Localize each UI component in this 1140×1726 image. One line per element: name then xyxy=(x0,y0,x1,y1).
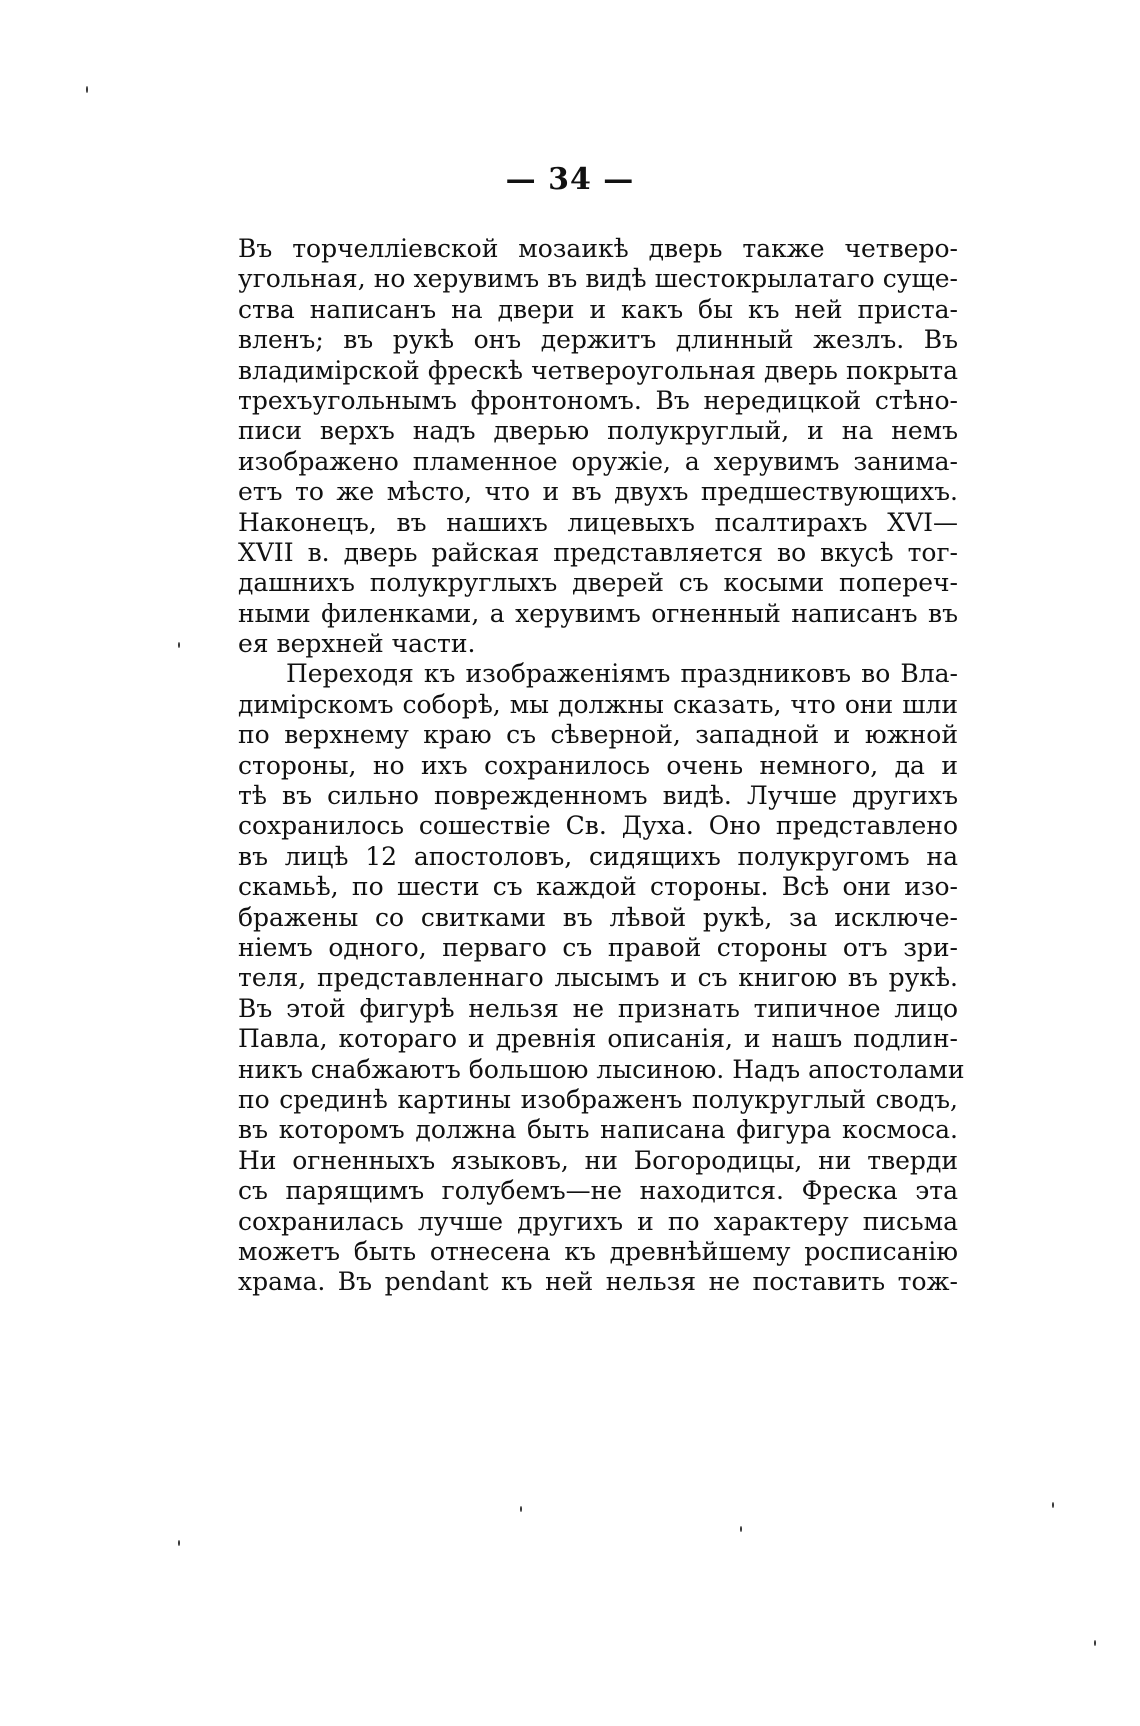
text-line: съ парящимъ голубемъ—не находится. Фреска эта xyxy=(238,1176,958,1206)
scan-speck xyxy=(1052,1502,1054,1508)
text-line: въ лицѣ 12 апостоловъ, сидящихъ полукругомъ на xyxy=(238,841,958,871)
text-line: Переходя къ изображеніямъ праздниковъ во Вла- xyxy=(286,659,958,689)
paragraph-2 xyxy=(238,659,965,1297)
text-line: скамьѣ, по шести съ каждой стороны. Всѣ они изо- xyxy=(238,872,958,902)
text-line: стороны, но ихъ сохранилось очень немного, да и xyxy=(238,750,958,780)
text-line: димірскомъ соборѣ, мы должны сказать, что они шли xyxy=(238,689,958,719)
text-line: писи верхъ надъ дверью полукруглый, и на немъ xyxy=(238,416,958,446)
text-line: бражены со свитками въ лѣвой рукѣ, за исключе- xyxy=(238,902,958,932)
text-line: теля, представленнаго лысымъ и съ книгою въ рукѣ. xyxy=(238,963,958,993)
text-line: вленъ; въ рукѣ онъ держитъ длинный жезлъ. Въ xyxy=(238,325,958,355)
scan-speck xyxy=(178,1540,180,1546)
text-line: ніемъ одного, перваго съ правой стороны отъ зри- xyxy=(238,932,958,962)
text-line: по срединѣ картины изображенъ полукруглый сводъ, xyxy=(238,1084,958,1114)
body-text xyxy=(238,234,965,1298)
text-line: Павла, котораго и древнія описанія, и нашъ подлин- xyxy=(238,1024,958,1054)
scan-speck xyxy=(178,642,180,648)
text-line: сохранилось сошествіе Св. Духа. Оно представлено xyxy=(238,811,958,841)
page-number: — 34 — xyxy=(505,162,635,197)
scan-speck xyxy=(86,86,88,93)
text-line: сохранилась лучше другихъ и по характеру письма xyxy=(238,1206,958,1236)
text-line: храма. Въ pendant къ ней нельзя не поставить тож- xyxy=(238,1267,958,1297)
text-line: изображено пламенное оружіе, а херувимъ занима- xyxy=(238,446,958,476)
text-line: владимірской фрескѣ четвероугольная дверь покрыта xyxy=(238,355,958,385)
text-line: тѣ въ сильно поврежденномъ видѣ. Лучше другихъ xyxy=(238,781,958,811)
text-line: Въ этой фигурѣ нельзя не признать типичное лицо xyxy=(238,993,958,1023)
text-line: ными филенками, а херувимъ огненный написанъ въ xyxy=(238,598,958,628)
text-line: трехъугольнымъ фронтономъ. Въ нередицкой стѣно- xyxy=(238,385,958,415)
text-line: Наконецъ, въ нашихъ лицевыхъ псалтирахъ XVI— xyxy=(238,507,958,537)
text-line: угольная, но херувимъ въ видѣ шестокрылатаго суще- xyxy=(238,264,958,294)
text-line: по верхнему краю съ сѣверной, западной и южной xyxy=(238,720,958,750)
text-line: дашнихъ полукруглыхъ дверей съ косыми попереч- xyxy=(238,568,958,598)
text-line: никъ снабжаютъ большою лысиною. Надъ апостолами xyxy=(238,1054,965,1084)
text-line: ства написанъ на двери и какъ бы къ ней приста- xyxy=(238,294,958,324)
scan-speck xyxy=(520,1506,522,1512)
paragraph-1 xyxy=(238,234,958,659)
scan-speck xyxy=(740,1526,742,1532)
text-line: XVII в. дверь райская представляется во вкусѣ тог- xyxy=(238,537,958,567)
text-line: въ которомъ должна быть написана фигура космоса. xyxy=(238,1115,958,1145)
text-line: Въ торчелліевской мозаикѣ дверь также четверо- xyxy=(238,234,958,263)
text-line: можетъ быть отнесена къ древнѣйшему росписанію xyxy=(238,1236,958,1266)
text-line: етъ то же мѣсто, что и въ двухъ предшествующихъ. xyxy=(238,477,958,507)
text-line: Ни огненныхъ языковъ, ни Богородицы, ни тверди xyxy=(238,1145,958,1175)
scan-speck xyxy=(1094,1640,1096,1646)
text-line: ея верхней части. xyxy=(238,629,476,659)
